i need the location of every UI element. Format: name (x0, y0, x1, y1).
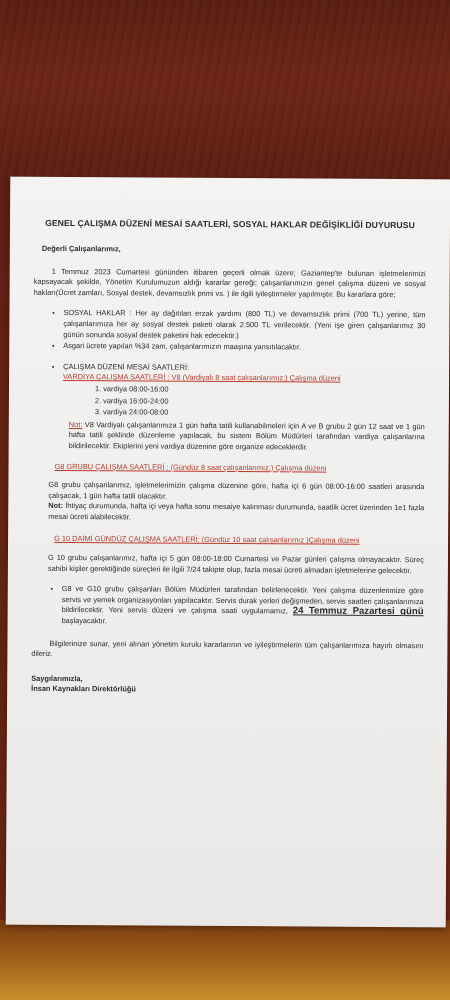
g8-note (48, 501, 424, 524)
wage-raise-item: • Asgari ücrete yapılan %34 zam, çalışanlarımızın maaşına yansıtılacaktır. (63, 341, 425, 354)
social-rights-list (33, 308, 425, 354)
g8-body (32, 480, 424, 525)
announcement-paper (6, 177, 450, 928)
schedule-heading: • ÇALIŞMA DÜZENİ MESAİ SAATLERİ: (63, 361, 190, 372)
document-body (31, 217, 426, 697)
start-date: 24 Temmuz Pazartesi günü (292, 605, 424, 618)
schedule-item (63, 362, 426, 454)
g10-heading: G 10 DAİMİ GÜNDÜZ ÇALIŞMA SAATLERİ: (Gündüz 10 saat çalışanlarımız )Çalışma düzeni (54, 534, 360, 546)
g8-note-text: İhtiyaç durumunda, hafta içi veya hafta sonu mesaiye kalınması durumunda, saatlik ücret üzerinden 1e1 fazla mesai ücreti alabilecektir. (48, 501, 425, 522)
shift-list (63, 384, 425, 420)
v8-note (63, 420, 425, 454)
social-rights-label: SOSYAL HAKLAR (63, 308, 126, 318)
g10-heading-wrap (54, 534, 424, 547)
v8-heading: VARDİYA ÇALIŞMA SAATLERİ : V8 (Vardiyalı 8 saat çalışanlarımız;) Çalışma düzeni (63, 372, 341, 384)
intro-paragraph: 1 Temmuz 2023 Cumartesi gününden itibaren geçerli olmak üzere; Gaziantep'te bulunan işletmelerimizi kapsayacak şekilde, Yönetim Kurulumuzun aldığı kararlar gereği; çalışanlarımızın genel çalışma düzeni ve sosyal hakları(Ücret zamları, Sosyal destek, devamsızlık primi vs. ) ile ilgili iyileştirmeler yapılmıştır. Bu kararlara göre; (33, 266, 426, 299)
closing-paragraph: Bilgilerinize sunar, yeni alınan yönetim kurulu kararlarının ve iyileştirmelerin tüm çalışanlarımıza hayırlı olmasını dileriz. (31, 638, 424, 659)
schedule-list (33, 362, 426, 454)
regards: Saygılarımızla, (31, 673, 83, 683)
floor (0, 920, 450, 1000)
g8-heading: G8 GRUBU ÇALIŞMA SAATLERİ : (Gündüz 8 saat çalışanlarımız;) Çalışma düzeni (54, 461, 327, 473)
g8-heading-wrap (54, 461, 424, 474)
final-text-end: başlayacaktır. (61, 616, 107, 626)
table-surface (0, 0, 450, 180)
shift-item: 2. vardiya 16:00-24:00 (94, 395, 169, 406)
g8-text: G8 grubu çalışanlarımız, işletmelerimizin çalışma düzenine göre, hafta içi 6 gün 08:00-16:00 saatleri arasında çalışacak, 1 gün hafta tatili olacaktır. (48, 479, 425, 501)
greeting: Değerli Çalışanlarımız, (41, 243, 121, 254)
final-item (62, 584, 424, 629)
social-rights-item (63, 308, 425, 342)
note-text: V8 Vardiyalı çalışanlarımıza 1 gün hafta tatili kullanabilmeleri için A ve B grubu 2 gün 12 saat ve 1 gün hafta tatili şeklinde düzenleme yapılacak, bu sistem Bölüm Müdürleri tarafından vardiya çalışanlarına bildirilecektir. Ekiplerini yeni vardiya düzenine göre organize edeceklerdir. (68, 419, 425, 452)
document-title: GENEL ÇALIŞMA DÜZENİ MESAİ SAATLERİ, SOSYAL HAKLAR DEĞİŞİKLİĞİ DUYURUSU (45, 217, 415, 231)
shift-item: 1. vardiya 08:00-16:00 (94, 384, 169, 394)
g10-body: G 10 grubu çalışanlarımız, hafta içi 5 gün 08:00-18:00 Cumartesi ve Pazar günleri çalışma olmayacaktır. Süreç sahibi kişiler gerektiğinde süreçleri ile ilgili 7/24 takipte olup, fazla mesai ücreti almadan işletmelerine gelecektir. (47, 552, 424, 575)
final-text: G8 ve G10 grubu çalışanları Bölüm Müdürleri tarafından belirlenecektir. Yeni çalışma düzenlerimize göre servis ve yemek organizasyonları yapılacaktır. Servis durak yerleri değişmeden, servis saatleri çalışanlarımıza bildirilecektir. Yeni servis düzeni ve çalışma saati uygulamamız, (61, 584, 424, 616)
final-list (32, 584, 424, 629)
social-rights-text: : Her ay dağıtılan erzak yardımı (800 TL) ve devamsızlık primi (700 TL) yerine, tüm çalışanlarımıza her ay sosyal destek paketi olarak 2.500 TL verilecektir. (Yeni işe giren çalışanlarımız 30 günün sonunda sosyal destek paketini hak edecektir.) (63, 308, 426, 340)
g8-note-label: Not: (48, 501, 64, 511)
signature: İnsan Kaynakları Direktörlüğü (31, 684, 136, 694)
shift-item: 3. vardiya 24:00-08:00 (94, 407, 169, 417)
note-label: Not: (68, 419, 83, 429)
